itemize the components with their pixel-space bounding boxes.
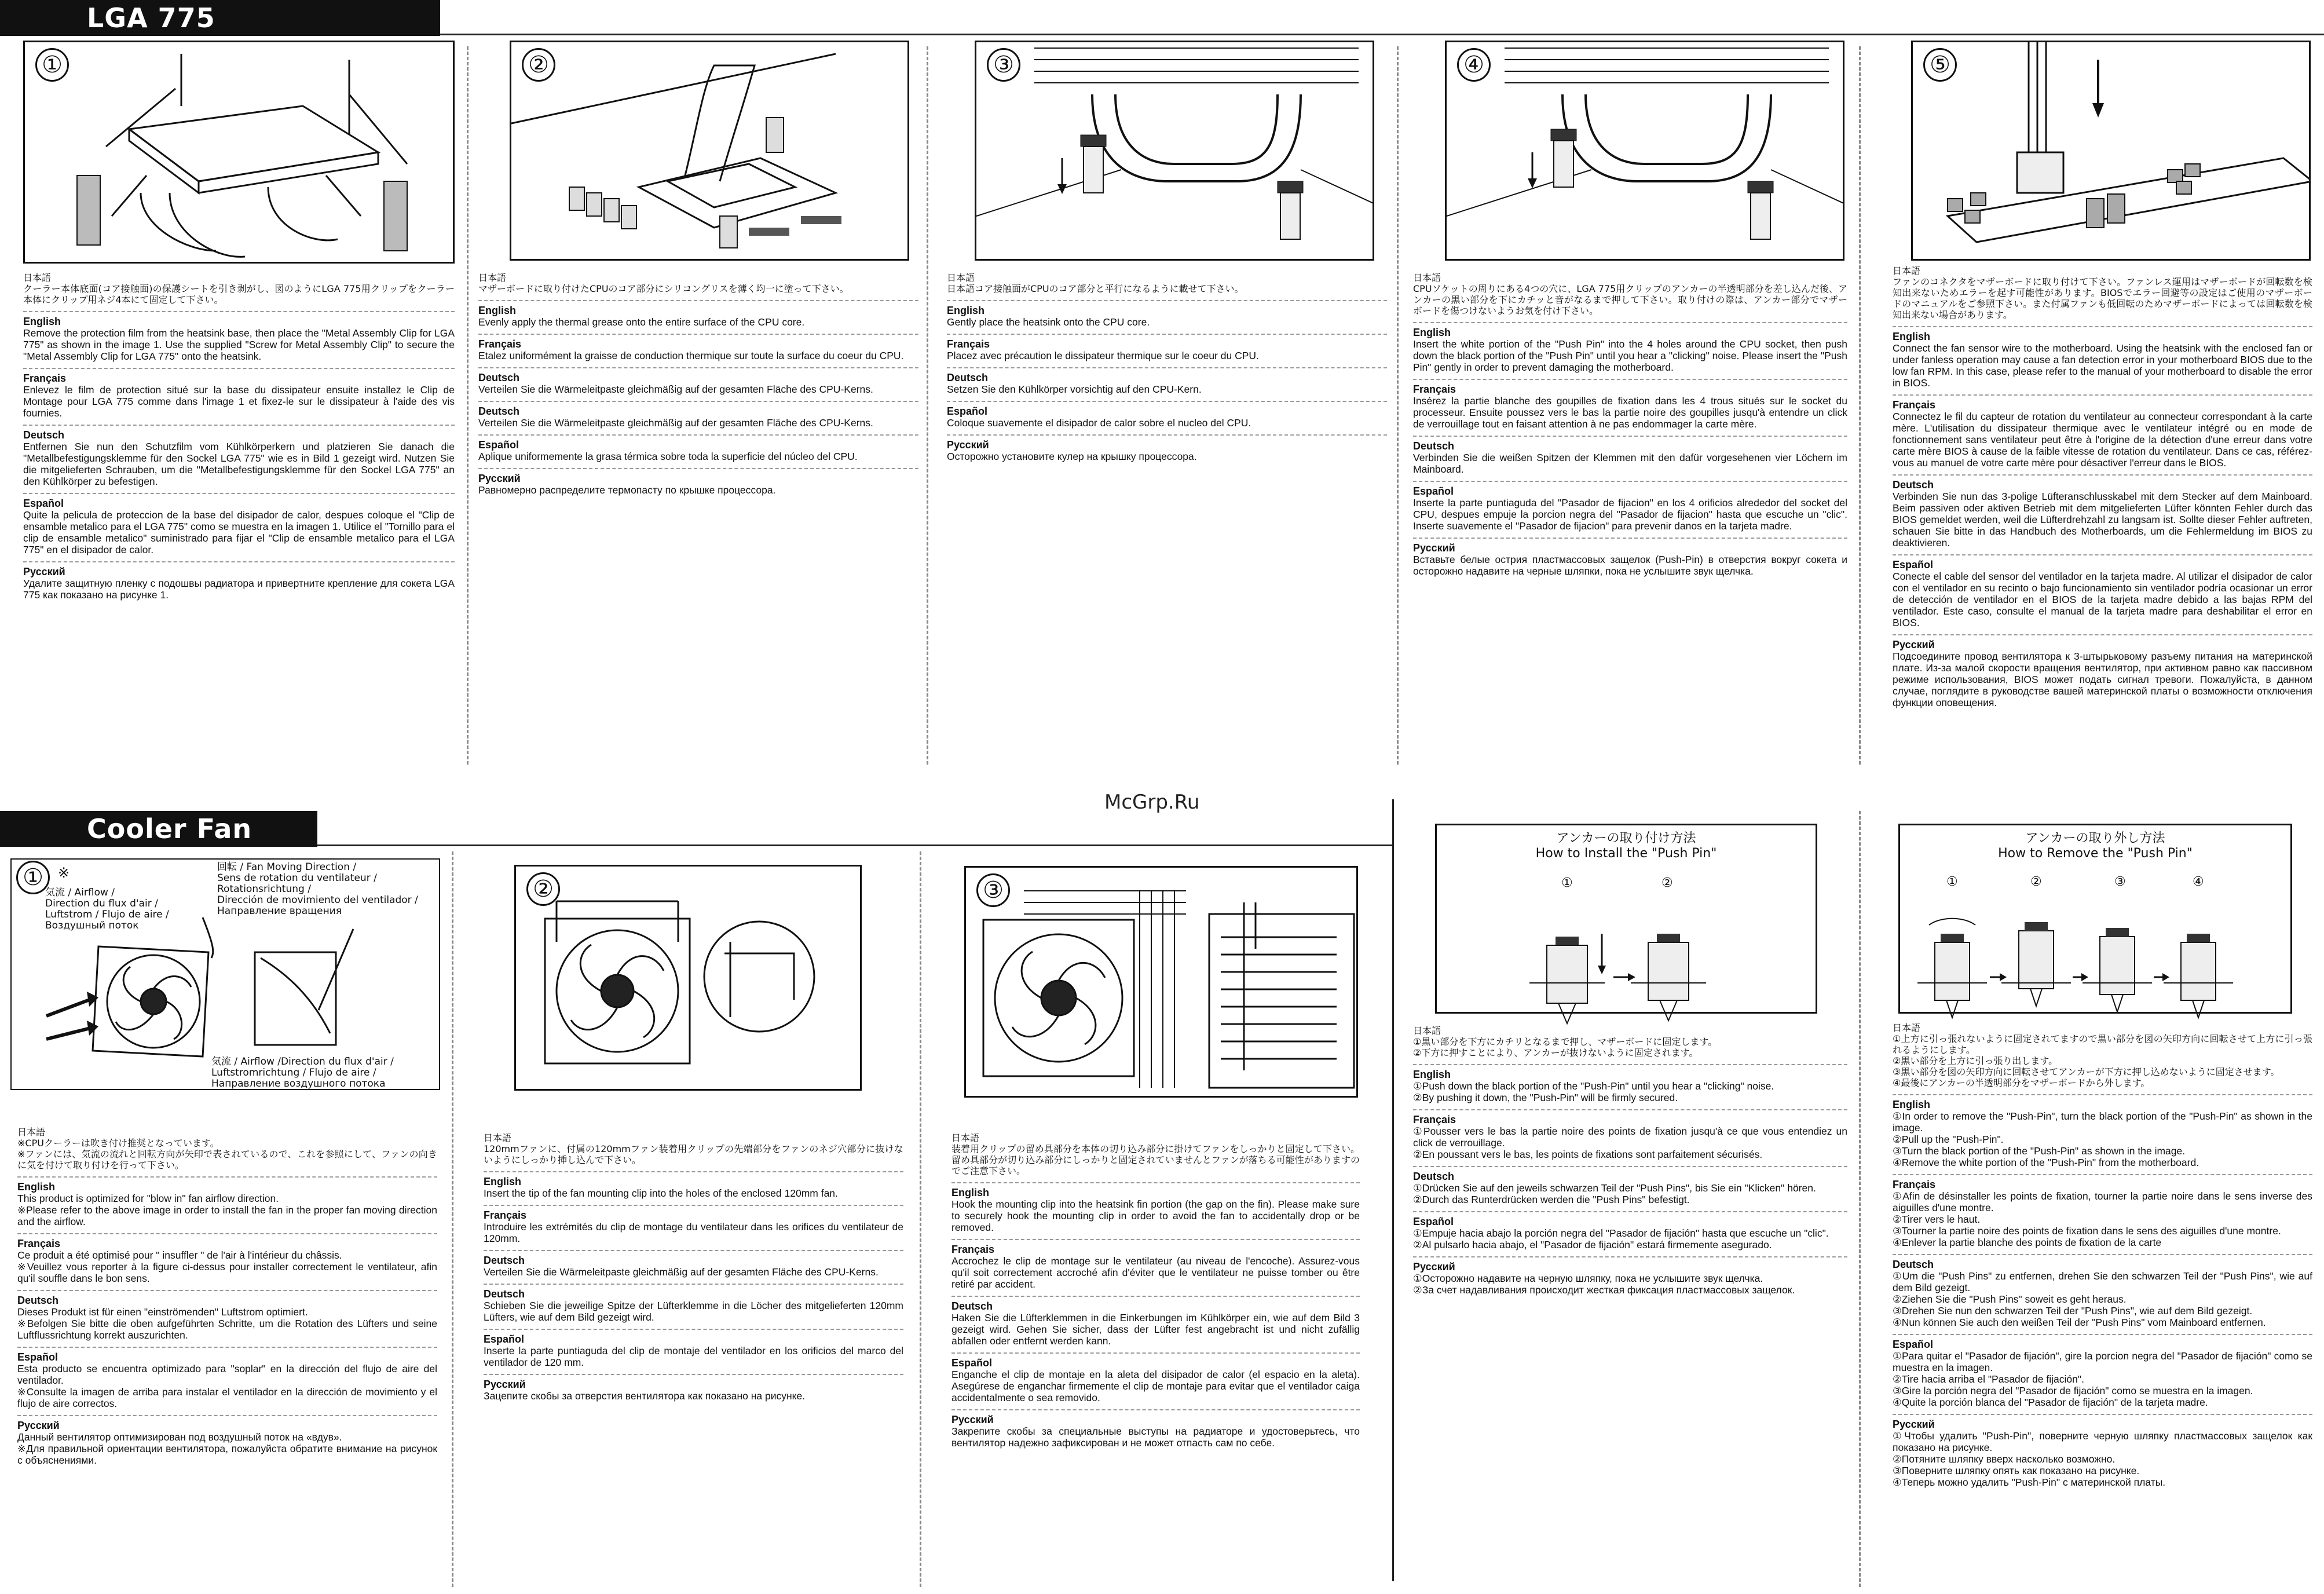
lang-french: Français <box>484 1209 527 1221</box>
lang-german: Deutsch <box>1893 479 1934 491</box>
pushpin-install-title-en: How to Install the "Push Pin" <box>1535 846 1717 861</box>
lang-french: Français <box>1413 383 1456 395</box>
fr-text: Accrochez le clip de montage sur le ventilateur (au niveau de l'encoche). Assurez-vous qu'il soit correctement accroché afin d'éviter que le ventilateur ne puisse tomber ou être retiré par accident. <box>951 1255 1360 1290</box>
lang-russian: Русский <box>484 1379 526 1390</box>
es-text: Conecte el cable del sensor del ventilador en la tarjeta madre. Al utilizar el disipador de calor con el ventilador en su recinto o bajo funcionamiento sin ventilador podría ocasionar un error de detección de ventilador en el BIOS de la tarjeta madre debido a las bajas RPM del ventilador. Este caso, consulte el manual de la tarjeta madre para deshabilitar el error en BIOS. <box>1893 571 2312 628</box>
lang-english: English <box>484 1176 522 1187</box>
lang-french: Français <box>17 1238 61 1249</box>
jp-text: 日本語 装着用クリップの留め具部分を本体の切り込み部分に掛けてファンをしっかりと固定して下さい。留め具部分が切り込み部分にしっかりと固定されていませんとファンが落ちる可能性がありますのでご注意下さい。 <box>951 1132 1360 1183</box>
lang-russian: Русский <box>951 1414 994 1425</box>
de-text: Verteilen Sie die Wärmeleitpaste gleichmäßig auf der gesamten Fläche des CPU-Kerns. <box>484 1266 879 1278</box>
fan-step3-figure <box>964 866 1358 1098</box>
push-pin-insert-illustration <box>1447 42 1844 261</box>
de-text: Dieses Produkt ist für einen "einströmenden" Luftstrom optimiert. ※Befolgen Sie bitte die oben aufgeführten Schritte, um die Rotation des Lüfters und seine Luftflussrichtung korrekt auszurichten. <box>17 1306 437 1341</box>
en-text: Evenly apply the thermal grease onto the entire surface of the CPU core. <box>478 316 805 328</box>
lang-german: Deutsch <box>951 1300 993 1312</box>
lga-step4-figure <box>1445 41 1844 261</box>
en-text: Insert the tip of the fan mounting clip into the holes of the enclosed 120mm fan. <box>484 1187 838 1199</box>
ru-text: Подсоедините провод вентилятора к 3-штырьковому разъему питания на материнской плате. Из-за малой скорости вращения вентилятор, при активном равно как пассивном режиме использования, BIOS может подать сигнал тревоги. Пожалуйста, в данном случае, поглядите в руководстве вашей материнской платы о возможности отключения функции оповещения. <box>1893 650 2312 708</box>
fan-step2-text <box>484 1132 903 1410</box>
lga-step1-text <box>23 272 455 609</box>
jp-text: 日本語 ファンのコネクタをマザーボードに取り付けて下さい。ファンレス運用はマザーボードが回転数を検知出来ないためエラーを起す可能性があります。BIOSでエラー回避等の設定はご使用のマザーボードのマニュアルをご参照下さい。また付属ファンも低回転のためマザーボードによっては回転数を検知出来ない場合があります。 <box>1893 265 2312 327</box>
lang-russian: Русский <box>478 473 521 484</box>
lang-spanish: Español <box>23 498 64 509</box>
lang-spanish: Español <box>951 1357 993 1369</box>
fr-text: Introduire les extrémités du clip de montage du ventilateur dans les orifices du ventilateur de 120mm. <box>484 1221 903 1244</box>
fr-text: Etalez uniformément la graisse de conduction thermique sur toute la surface du coeur du CPU. <box>478 350 904 361</box>
pushpin-install-diagram <box>1437 861 1819 1051</box>
lga-step5-text <box>1893 265 2312 716</box>
step-number: ③ <box>987 48 1020 82</box>
lang-english: English <box>1413 1069 1451 1080</box>
fr-text: Insérez la partie blanche des goupilles de fixation dans les 4 trous situés sur le socket du processeur. Ensuite poussez vers le bas la partie noire des goupilles jusqu'à entendre un click de verrouillage tout en faisant attention à ne pas endommager la carte mère. <box>1413 395 1847 430</box>
jp-text: 日本語 日本語コア接触面がCPUのコア部分と平行になるように載せて下さい。 <box>947 272 1387 301</box>
watermark: McGrp.Ru <box>1104 791 1200 814</box>
pushpin-install-text <box>1413 1025 1847 1304</box>
lang-spanish: Español <box>1413 485 1454 497</box>
fan-step1-figure <box>10 858 440 1090</box>
lang-english: English <box>23 316 61 327</box>
lang-spanish: Español <box>484 1333 525 1345</box>
lang-german: Deutsch <box>1893 1259 1934 1270</box>
heatsink-place-illustration <box>976 42 1374 261</box>
en-text: Connect the fan sensor wire to the motherboard. Using the heatsink with the enclosed fan or under fanless operation may cause a fan detection error in your motherboard BIOS due to the low fan RPM. In this case, please refer to the manual of your motherboard to disable the error in BIOS. <box>1893 342 2312 389</box>
lga-step4-text <box>1413 272 1847 585</box>
de-text: Haken Sie die Lüfterklemmen in die Einkerbungen im Kühlkörper ein, wie auf dem Bild 3 gezeigt wird. Gehen Sie sicher, dass der Lüfter fest angebracht ist und nicht zufällig abfallen oder entfernt werden kann. <box>951 1312 1360 1347</box>
star-mark: ※ <box>58 865 70 881</box>
en-text: Remove the protection film from the heatsink base, then place the "Metal Assembly Clip for LGA 775" as shown in the image 1. Use the supplied "Screw for Metal Assembly Clip" to secure the "Metal Assembly Clip for LGA 775" onto the heatsink. <box>23 327 455 362</box>
de-text: Entfernen Sie nun den Schutzfilm vom Kühlkörperkern und platzieren Sie danach die "Metallbefestigungsklemme für den Sockel LGA 775" wie es in Bild 1 gezeigt wird. Nutzen Sie die mitgelieferten Schrauben, um die "Metallbefestigungsklemme für den Sockel LGA 775" an den Kühlkörper zu befestigen. <box>23 441 455 487</box>
lang-german: Deutsch <box>478 372 520 383</box>
es-text: Esta producto se encuentra optimizado para "soplar" en la dirección del flujo de aire del ventilador. ※Consulte la imagen de arriba para instalar el ventilador en la dirección de movimiento y el flujo de aire correctos. <box>17 1363 437 1409</box>
ru-text: Удалите защитную пленку с подошвы радиатора и привертните крепление для сокета LGA 775 как показано на рисунке 1. <box>23 577 455 601</box>
step-number: ① <box>35 48 69 82</box>
lang-french: Français <box>1893 1179 1936 1190</box>
lang-french: Français <box>951 1244 995 1255</box>
pushpin-remove-figure <box>1898 824 2292 1014</box>
lang-russian: Русский <box>1893 639 1935 650</box>
lang-french: Français <box>947 338 990 350</box>
remove-step-3-num: ③ <box>2114 875 2126 889</box>
jp-text: 日本語 ①黒い部分を下方にカチリとなるまで押し、マザーボードに固定します。 ②下方に押すことにより、アンカーが抜けないように固定されます。 <box>1413 1025 1847 1065</box>
lang-english: English <box>947 305 985 316</box>
lang-spanish: Español <box>17 1351 58 1363</box>
pushpin-install-figure <box>1435 824 1817 1014</box>
step-number: ② <box>522 48 555 82</box>
de-text: Setzen Sie den Kühlkörper vorsichtig auf den CPU-Kern. <box>947 383 1202 395</box>
lang-russian: Русский <box>23 566 65 577</box>
fan-connector-illustration <box>1913 42 2311 261</box>
lang-russian: Русский <box>1413 542 1455 554</box>
de-text-2: Verteilen Sie die Wärmeleitpaste gleichmäßig auf der gesamten Fläche des CPU-Kerns. <box>478 417 873 429</box>
de-text: ①Drücken Sie auf den jeweils schwarzen Teil der "Push Pins", bis Sie ein "Klicken" hören. ②Durch das Runterdrücken werden die "Push Pins" befestigt. <box>1413 1182 1816 1205</box>
ru-text: ①Осторожно надавите на черную шляпку, пока не услышите звук щелчка. ②За счет надавливания происходит жесткая фиксация пластмассовых защелок. <box>1413 1273 1795 1296</box>
lang-russian: Русский <box>1413 1261 1455 1273</box>
lang-spanish: Español <box>1893 1339 1934 1350</box>
jp-text: 日本語 クーラー本体底面(コア接触面)の保護シートを引き剥がし、図のようにLGA 775用クリップをクーラー本体にクリップ用ネジ4本にて固定して下さい。 <box>23 272 455 312</box>
en-text: ①In order to remove the "Push-Pin", turn the black portion of the "Push-Pin" as shown in the image. ②Pull up the "Push-Pin". ③Turn the black portion of the "Push-Pin" as shown in the image. ④Remove the white portion of the "Push-Pin" from the motherboard. <box>1893 1110 2312 1168</box>
lang-english: English <box>1413 327 1451 338</box>
es-text: ①Para quitar el "Pasador de fijación", gire la porcion negra del "Pasador de fijación" como se muestra en la imagen. ②Tire hacia arriba el "Pasador de fijación". ③Gire la porción negra del "Pasador de fijación" como se muestra en la imagen. ④Quite la porción blanca del "Pasador de fijación" de la tarjeta madre. <box>1893 1350 2312 1408</box>
step-number: ⑤ <box>1923 48 1957 82</box>
cooler-fan-banner: Cooler Fan <box>0 811 317 847</box>
lang-german: Deutsch <box>478 405 520 417</box>
heatsink-clip-illustration <box>25 42 455 264</box>
es-text: Enganche el clip de montaje en la aleta del disipador de calor (el espacio en la aleta). Asegúrese de enganchar firmemente el clip de montaje para evitar que el ventilador caiga accidentalmente o sea removido. <box>951 1369 1360 1403</box>
lang-spanish: Español <box>1413 1216 1454 1227</box>
ru-text: Закрепите скобы за специальные выступы на радиаторе и удостоверьтесь, что вентилятор надежно зафиксирован и не может отпасть сам по себе. <box>951 1425 1360 1449</box>
es-text: Aplique uniformemente la grasa térmica sobre toda la superficie del núcleo del CPU. <box>478 451 858 462</box>
es-text: Quite la pelicula de proteccion de la base del disipador de calor, despues coloque el "Clip de ensamble metalico para el LGA 775" como se muestra en la imagen 1. Utilice el "Tornillo para el clip de ensamble metalico" suministrado para fijar el "Clip de ensamble metalico para el LGA 775" en el disipador de calor. <box>23 509 455 555</box>
step-number: ③ <box>976 873 1010 907</box>
lga-step5-figure <box>1911 41 2311 261</box>
lang-german: Deutsch <box>17 1295 59 1306</box>
lang-english: English <box>17 1181 56 1193</box>
install-step-2-num: ② <box>1661 876 1673 890</box>
en-text: Hook the mounting clip into the heatsink fin portion (the gap on the fin). Please make sure to securely hook the mounting clip in order to avoid the fan to accidentally drop or be removed. <box>951 1198 1360 1233</box>
lang-german: Deutsch <box>484 1255 525 1266</box>
jp-text: 日本語 CPUソケットの周りにある4つの穴に、LGA 775用クリップのアンカーの半透明部分を差し込んだ後、アンカーの黒い部分を下にカチッと音がなるまで押して下さい。取り付けの際は、アンカー部分でマザーボードを傷つけないようお気を付け下さい。 <box>1413 272 1847 323</box>
cpu-grease-illustration <box>511 42 909 261</box>
step-number: ④ <box>1457 48 1491 82</box>
rotation-label: 回転 / Fan Moving Direction / Sens de rotation du ventilateur / Rotationsrichtung / Dirección de movimiento del ventilador / Направление вращения <box>217 861 418 917</box>
ru-text: Зацепите скобы за отверстия вентилятора как показано на рисунке. <box>484 1390 806 1402</box>
remove-step-2-num: ② <box>2030 875 2042 889</box>
es-text: Coloque suavemente el disipador de calor sobre el nucleo del CPU. <box>947 417 1251 429</box>
ru-text: Осторожно установите кулер на крышку процессора. <box>947 451 1197 462</box>
lang-english: English <box>1893 1099 1931 1110</box>
lang-english: English <box>1893 331 1931 342</box>
fan-mount-heatsink-illustration <box>966 868 1358 1098</box>
en-text: ①Push down the black portion of the "Push-Pin" until you hear a "clicking" noise. ②By pushing it down, the "Push-Pin" will be firmly secured. <box>1413 1080 1774 1103</box>
en-text: Gently place the heatsink onto the CPU core. <box>947 316 1150 328</box>
de-text: Verteilen Sie die Wärmeleitpaste gleichmäßig auf der gesamten Fläche des CPU-Kerns. <box>478 383 873 395</box>
install-step-1-num: ① <box>1561 876 1573 890</box>
lga-step2-figure <box>510 41 909 261</box>
lang-russian: Русский <box>947 439 989 451</box>
jp-text: 日本語 マザーボードに取り付けたCPUのコア部分にシリコングリスを薄く均一に塗って下さい。 <box>478 272 918 301</box>
lang-english: English <box>478 305 517 316</box>
lang-german: Deutsch <box>484 1288 525 1300</box>
lga-step3-figure <box>975 41 1374 261</box>
lang-german: Deutsch <box>23 429 65 441</box>
pushpin-remove-title-jp: アンカーの取り外し方法 <box>2025 831 2165 846</box>
lang-french: Français <box>478 338 522 350</box>
en-text: This product is optimized for "blow in" fan airflow direction. ※Please refer to the above image in order to install the fan in the proper fan moving direction and the airflow. <box>17 1193 437 1227</box>
lga-step3-text <box>947 272 1387 470</box>
fr-text: Connectez le fil du capteur de rotation du ventilateur au connecteur correspondant à la carte mère. L'utilisation du dissipateur thermique avec le ventilateur intégré ou en mode de fonctionnement sans ventilateur peut être à l'origine de la détection d'une erreur dans votre carte mère BIOS à cause de la faible vitesse de rotation du ventilateur. Dans ce cas, référez-vous au manuel de votre carte mère pour désactiver l'erreur dans le BIOS. <box>1893 411 2312 469</box>
lang-german: Deutsch <box>1413 1171 1455 1182</box>
remove-step-1-num: ① <box>1946 875 1958 889</box>
lang-french: Français <box>1893 399 1936 411</box>
fr-text: ①Pousser vers le bas la partie noire des points de fixation jusqu'à ce que vous entendiez un click de verrouillage. ②En poussant vers le bas, les points de fixations sont parfaitement sécurisés. <box>1413 1125 1847 1160</box>
step-number: ② <box>526 872 560 906</box>
fr-text: Placez avec précaution le dissipateur thermique sur le coeur du CPU. <box>947 350 1259 361</box>
en-text: Insert the white portion of the "Push Pin" into the 4 holes around the CPU socket, then push down the black portion of the "Push Pin" until you hear a "clicking" noise. Please insert the "Push Pin" gently in order to prevent damaging the motherboard. <box>1413 338 1847 373</box>
ru-text: Равномерно распределите термопасту по крышке процессора. <box>478 484 776 496</box>
lang-german: Deutsch <box>947 372 989 383</box>
ru-text: ①Чтобы удалить "Push-Pin", поверните черную шляпку пластмассовых защелок как показано на рисунке. ②Потяните шляпку вверх насколько возможно. ③Поверните шляпку опять как показано на рисунке. ④Теперь можно удалить "Push-Pin" с материнской платы. <box>1893 1430 2312 1488</box>
airflow-out-label: 気流 / Airflow /Direction du flux d'air / Luftstromrichtung / Flujo de aire / Направление воздушного потока <box>211 1056 394 1090</box>
es-text: ①Empuje hacia abajo la porción negra del "Pasador de fijación" hasta que escuche un "clic". ②Al pulsarlo hacia abajo, el "Pasador de fijación" estará firmemente asegurado. <box>1413 1227 1829 1251</box>
lga775-banner: LGA 775 <box>0 0 440 36</box>
lang-spanish: Español <box>1893 559 1934 571</box>
fan-clip-insert-illustration <box>516 867 862 1091</box>
es-text: Inserte la parte puntiaguda del clip de montaje del ventilador en los orificios del marco del ventilador de 120 mm. <box>484 1345 903 1368</box>
fan-direction-illustration <box>12 860 440 1090</box>
de-text-2: Schieben Sie die jeweilige Spitze der Lüfterklemme in die Löcher des mitgelieferten 120mm Lüfters, wie auf dem Bild gezeigt wird. <box>484 1300 903 1323</box>
fr-text: ①Afin de désinstaller les points de fixation, tourner la partie noire dans le sens inverse des aiguilles d'une montre. ②Tirer vers le haut. ③Tourner la partie noire des points de fixation dans le sens des aiguilles d'une montre. ④Enlever la partie blanche des points de fixation de la carte <box>1893 1190 2312 1248</box>
de-text: Verbinden Sie nun das 3-polige Lüfteranschlusskabel mit dem Stecker auf dem Mainboard. Beim passiven oder aktiven Betrieb mit dem mitgelieferten Lüfter könnten Fehler durch das BIOS gemeldet werden, weil die Lüfterdrehzahl zu langsam ist. Sollte dieser Fehler auftreten, schauen Sie bitte in das Handbuch des Motherboards, um die Fehlermeldung im BIOS zu deaktivieren. <box>1893 491 2312 549</box>
pushpin-install-title-jp: アンカーの取り付け方法 <box>1556 831 1696 846</box>
es-text: Inserte la parte puntiaguda del "Pasador de fijacion" en los 4 orificios alrededor del socket del CPU, despues empuje la porcion negra del "Pasador de fijacion" hasta que escuche un "clic". Inserte suavemente el "Pasador de fijacion" para prevenir danos en la tarjeta madre. <box>1413 497 1847 532</box>
lang-german: Deutsch <box>1413 440 1455 452</box>
ru-text: Вставьте белые острия пластмассовых защелок (Push-Pin) в отверстия вокруг сокета и осторожно надавите на черные шляпки, пока не услышите звук щелчка. <box>1413 554 1847 577</box>
fan-step3-text <box>951 1132 1360 1457</box>
lang-french: Français <box>23 372 67 384</box>
fan-step1-text <box>17 1127 437 1474</box>
pushpin-remove-text <box>1893 1022 2312 1496</box>
lga-step1-figure <box>23 41 455 264</box>
lang-spanish: Español <box>478 439 519 451</box>
lang-english: English <box>951 1187 990 1198</box>
airflow-in-label: 気流 / Airflow / Direction du flux d'air / Luftstrom / Flujo de aire / Воздушный поток <box>45 887 169 931</box>
de-text: Verbinden Sie die weißen Spitzen der Klemmen mit den dafür vorgesehenen vier Löchern im Mainboard. <box>1413 452 1847 475</box>
remove-step-4-num: ④ <box>2193 875 2204 889</box>
fr-text: Ce produit a été optimisé pour " insuffler " de l'air à l'intérieur du châssis. ※Veuillez vous reporter à la figure ci-dessus pour installer correctement le ventilateur, afin qu'il souffle dans le bon sens. <box>17 1249 437 1284</box>
fr-text: Enlevez le film de protection situé sur la base du dissipateur ensuite installez le Clip de Montage pour LGA 775 comme dans l'image 1 et fixez-le sur le dissipateur à l'aide des vis fournies. <box>23 384 455 419</box>
step-number: ① <box>16 861 50 894</box>
ru-text: Данный вентилятор оптимизирован под воздушный поток на «вдув». ※Для правильной ориентации вентилятора, пожалуйста обратите внимание на рисунок с объяснениями. <box>17 1431 437 1466</box>
lga-step2-text <box>478 272 918 504</box>
lang-french: Français <box>1413 1114 1456 1125</box>
jp-text: 日本語 ※CPUクーラーは吹き付け推奨となっています。 ※ファンには、気流の流れと回転方向が矢印で表されているので、これを参照にして、ファンの向きに気を付けて取り付けを行って下さい。 <box>17 1127 437 1178</box>
lang-russian: Русский <box>1893 1418 1935 1430</box>
pushpin-remove-title-en: How to Remove the "Push Pin" <box>1998 846 2193 861</box>
de-text: ①Um die "Push Pins" zu entfernen, drehen Sie den schwarzen Teil der "Push Pins", wie auf dem Bild gezeigt. ②Ziehen Sie die "Push Pins" soweit es geht heraus. ③Drehen Sie nun den schwarzen Teil der "Push Pins", wie auf dem Bild gezeigt. ④Nun können Sie auch den weißen Teil der "Push Pins" vom Mainboard entfernen. <box>1893 1270 2312 1328</box>
jp-text: 日本語 ①上方に引っ張れないように固定されてますので黒い部分を図の矢印方向に回転させて上方に引っ張れるようにします。 ②黒い部分を上方に引っ張り出します。 ③黒い部分を図の矢印方向に回転させてアンカーが下方に押し込めないように固定させます。 ④最後にアンカーの半透明部分をマザーボードから外します。 <box>1893 1022 2312 1095</box>
lang-russian: Русский <box>17 1420 60 1431</box>
lang-spanish: Español <box>947 405 988 417</box>
fan-step2-figure <box>514 865 862 1091</box>
jp-text: 日本語 120mmファンに、付属の120mmファン装着用クリップの先端部分をファンのネジ穴部分に抜けないようにしっかり挿し込んで下さい。 <box>484 1132 903 1172</box>
